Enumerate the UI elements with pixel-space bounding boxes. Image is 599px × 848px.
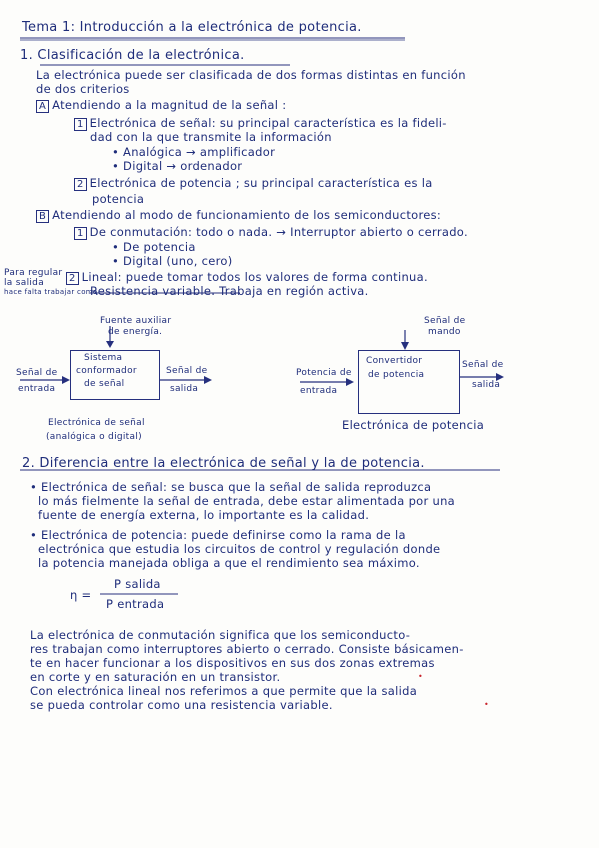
s2-p2-line-2: electrónica que estudia los circuitos de control y regulación donde	[38, 542, 441, 556]
item-A2-line-2: potencia	[92, 192, 145, 206]
diagram-left-top-2: de energía.	[108, 327, 163, 337]
diagram-right-in-1: Potencia de	[296, 368, 352, 378]
red-ink-mark-2: •	[484, 700, 490, 709]
item-B1-bullet-1: • De potencia	[112, 240, 196, 254]
item-A1	[74, 116, 447, 131]
red-ink-mark-1: •	[418, 672, 424, 681]
diagram-left-in-2: entrada	[18, 384, 56, 394]
diagram-left-out-2: salida	[170, 384, 199, 394]
s3-line-4: en corte y en saturación en un transistor.	[30, 670, 281, 684]
s3-line-2: res trabajan como interruptores abierto o cerrado. Consiste básicamen-	[30, 642, 464, 656]
diagram-right-top-2: mando	[428, 327, 461, 337]
s1-intro-line-2: de dos criterios	[36, 82, 130, 96]
section-1-heading: 1. Clasificación de la electrónica.	[20, 48, 245, 63]
margin-note-3: hace falta trabajar como	[4, 288, 98, 296]
diagram-left-box-3: de señal	[84, 379, 125, 389]
s3-line-3: te en hacer funcionar a los dispositivos en sus dos zonas extremas	[30, 656, 435, 670]
diagram-left-box-1: Sistema	[84, 353, 123, 363]
s2-p1-line-2: lo más fielmente la señal de entrada, debe estar alimentada por una	[38, 494, 456, 508]
diagram-left-caption-2: (analógica o digital)	[46, 432, 142, 442]
s2-p2-line-3: la potencia manejada obliga a que el rendimiento sea máximo.	[38, 556, 420, 570]
diagram-left-caption-1: Electrónica de señal	[48, 418, 145, 428]
item-A1-bullet-2: • Digital → ordenador	[112, 159, 243, 173]
item-B1-text: De conmutación: todo o nada. → Interruptor abierto o cerrado.	[89, 225, 468, 239]
item-A	[36, 98, 286, 113]
diagram-left-top-1: Fuente auxiliar	[100, 316, 172, 326]
item-B	[36, 208, 441, 223]
item-B1	[74, 225, 468, 240]
margin-note-2: la salida	[4, 278, 45, 288]
formula-denominator: P entrada	[106, 597, 165, 611]
item-A2	[74, 176, 433, 191]
item-B2-line-1: Lineal: puede tomar todos los valores de forma continua.	[81, 270, 428, 284]
diagram-right-caption: Electrónica de potencia	[342, 418, 485, 432]
formula-lhs: η =	[70, 588, 92, 602]
diagram-right-top-1: Señal de	[424, 316, 466, 326]
tag-B1: 1	[74, 227, 87, 240]
margin-note-1: Para regular	[4, 268, 63, 278]
item-B2-line-2: Resistencia variable. Trabaja en región activa.	[90, 284, 369, 298]
formula-numerator: P salida	[114, 577, 161, 591]
item-B-text: Atendiendo al modo de funcionamiento de los semiconductores:	[52, 208, 442, 222]
s3-line-5: Con electrónica lineal nos referimos a que permite que la salida	[30, 684, 418, 698]
page-title: Tema 1: Introducción a la electrónica de potencia.	[22, 20, 362, 35]
tag-A2: 2	[74, 178, 87, 191]
tag-A: A	[36, 100, 49, 113]
section-2-heading: 2. Diferencia entre la electrónica de señal y la de potencia.	[22, 456, 425, 471]
tag-B: B	[36, 210, 49, 223]
s1-intro-line-1: La electrónica puede ser clasificada de dos formas distintas en función	[36, 68, 466, 82]
s2-p2-line-1: • Electrónica de potencia: puede definirse como la rama de la	[30, 528, 406, 542]
diagram-left-box-2: conformador	[76, 366, 137, 376]
tag-A1: 1	[74, 118, 87, 131]
s3-line-1: La electrónica de conmutación significa que los semiconducto-	[30, 628, 411, 642]
item-A1-bullet-1: • Analógica → amplificador	[112, 145, 276, 159]
diagram-right-box-1: Convertidor	[366, 356, 423, 366]
diagram-right-out-2: salida	[472, 380, 501, 390]
item-A-text: Atendiendo a la magnitud de la señal :	[52, 98, 287, 112]
diagram-right-out-1: Señal de	[462, 360, 504, 370]
diagram-right-in-2: entrada	[300, 386, 338, 396]
s2-p1-line-1: • Electrónica de señal: se busca que la señal de salida reproduzca	[30, 480, 432, 494]
item-B2	[66, 270, 428, 285]
item-B1-bullet-2: • Digital (uno, cero)	[112, 254, 233, 268]
item-A2-line-1: Electrónica de potencia ; su principal característica es la	[89, 176, 433, 190]
diagram-left-out-1: Señal de	[166, 366, 208, 376]
item-A1-line-1: Electrónica de señal: su principal característica es la fideli-	[89, 116, 447, 130]
diagram-left-in-1: Señal de	[16, 368, 58, 378]
s3-line-6: se pueda controlar como una resistencia variable.	[30, 698, 333, 712]
diagram-right-box-2: de potencia	[368, 370, 425, 380]
s2-p1-line-3: fuente de energía externa, lo importante es la calidad.	[38, 508, 370, 522]
item-A1-line-2: dad con la que transmite la información	[90, 130, 332, 144]
tag-B2: 2	[66, 272, 79, 285]
